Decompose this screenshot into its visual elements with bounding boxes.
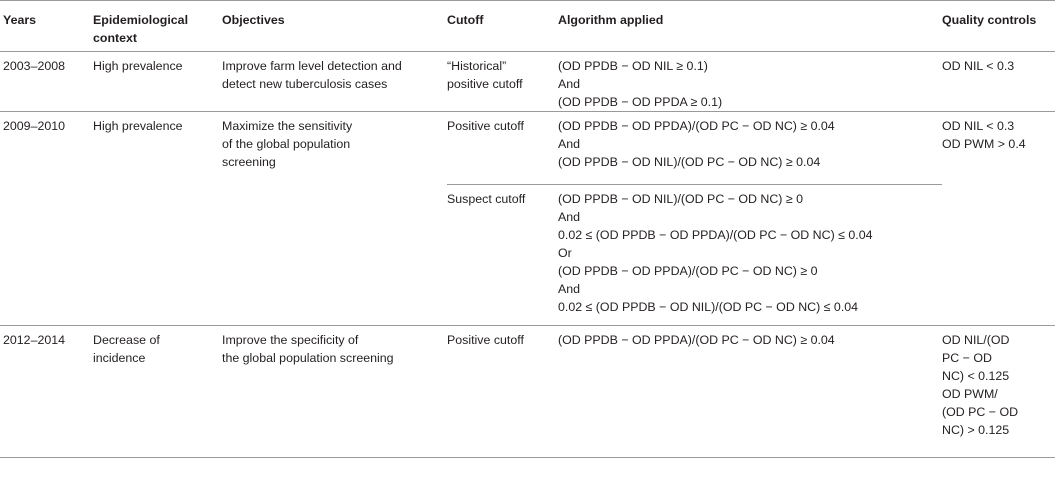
cell-algorithm: (OD PPDB − OD PPDA)/(OD PC − OD NC) ≥ 0.04	[558, 326, 942, 458]
cell-quality-controls: OD NIL < 0.3 OD PWM > 0.4	[942, 112, 1055, 326]
cell-cutoff: Positive cutoff	[447, 112, 558, 185]
header-cutoff: Cutoff	[447, 1, 558, 52]
table-row	[0, 326, 1055, 458]
cell-quality-controls: OD NIL < 0.3	[942, 52, 1055, 112]
cell-context: High prevalence	[93, 112, 222, 326]
cell-cutoff: Positive cutoff	[447, 326, 558, 458]
header-epidemiological-context: Epidemiological context	[93, 1, 222, 52]
header-years: Years	[0, 1, 93, 52]
cell-cutoff: Suspect cutoff	[447, 185, 558, 326]
cell-context: Decrease of incidence	[93, 326, 222, 458]
cell-years: 2009–2010	[0, 112, 93, 326]
cell-objectives: Maximize the sensitivity of the global population screening	[222, 112, 447, 326]
cell-years: 2012–2014	[0, 326, 93, 458]
cell-years: 2003–2008	[0, 52, 93, 112]
header-quality-controls: Quality controls	[942, 1, 1055, 52]
cell-algorithm: (OD PPDB − OD NIL)/(OD PC − OD NC) ≥ 0 And 0.02 ≤ (OD PPDB − OD PPDA)/(OD PC − OD NC) ≤ 0.04 Or (OD PPDB − OD PPDA)/(OD PC − OD NC) ≥ 0 And 0.02 ≤ (OD PPDB − OD NIL)/(OD PC − OD NC) ≤ 0.04	[558, 185, 942, 326]
header-objectives: Objectives	[222, 1, 447, 52]
table-row	[0, 112, 1055, 185]
cell-algorithm: (OD PPDB − OD PPDA)/(OD PC − OD NC) ≥ 0.04 And (OD PPDB − OD NIL)/(OD PC − OD NC) ≥ 0.04	[558, 112, 942, 185]
cell-algorithm: (OD PPDB − OD NIL ≥ 0.1) And (OD PPDB − OD PPDA ≥ 0.1)	[558, 52, 942, 112]
header-algorithm-applied: Algorithm applied	[558, 1, 942, 52]
cell-cutoff: “Historical” positive cutoff	[447, 52, 558, 112]
header-row	[0, 1, 1055, 52]
table-row	[0, 52, 1055, 112]
cell-context: High prevalence	[93, 52, 222, 112]
cell-objectives: Improve the specificity of the global population screening	[222, 326, 447, 458]
cell-quality-controls: OD NIL/(OD PC − OD NC) < 0.125 OD PWM/ (OD PC − OD NC) > 0.125	[942, 326, 1055, 458]
cell-objectives: Improve farm level detection and detect new tuberculosis cases	[222, 52, 447, 112]
